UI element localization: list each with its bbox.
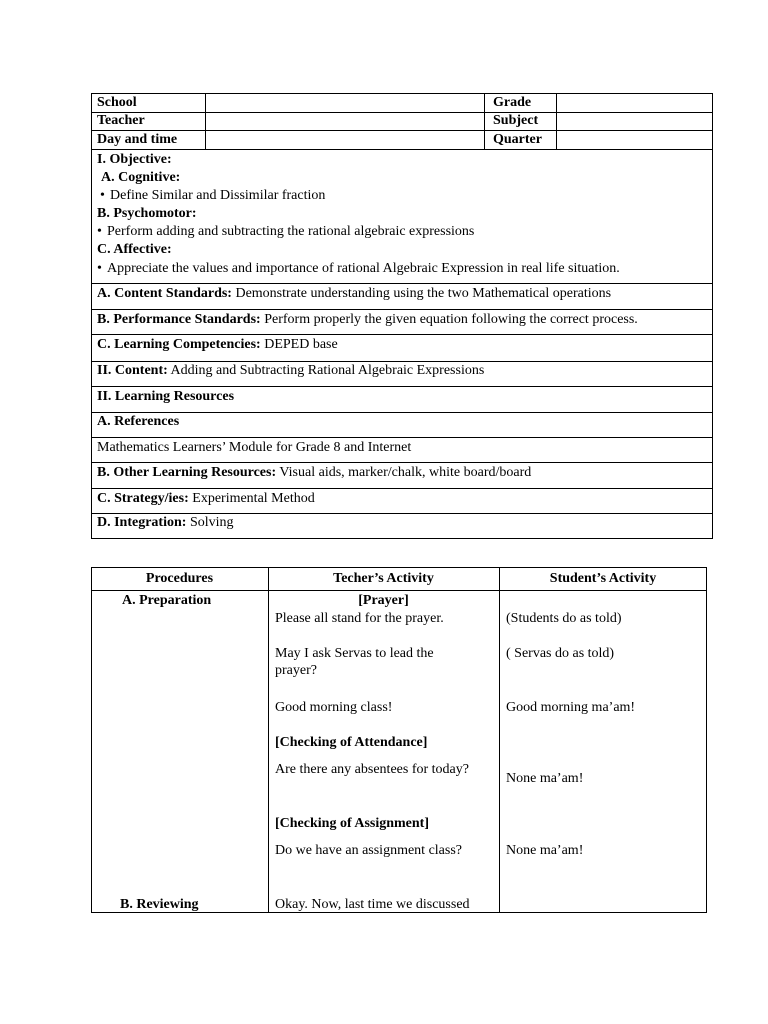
bullet-icon: •: [97, 224, 102, 239]
student-line: ( Servas do as told): [506, 646, 615, 661]
teacher-line: prayer?: [275, 663, 317, 678]
row-divider: [91, 488, 713, 489]
header-students-activity: Student’s Activity: [549, 571, 657, 586]
assignment-heading: [Checking of Assignment]: [275, 816, 430, 831]
prayer-heading: [Prayer]: [358, 593, 409, 608]
cognitive-item: • Define Similar and Dissimilar fraction: [100, 188, 326, 203]
cognitive-title: A. Cognitive:: [101, 170, 181, 185]
lesson-plan-header-table: [91, 93, 713, 539]
references-value: Mathematics Learners’ Module for Grade 8 and Internet: [97, 440, 412, 455]
psychomotor-item: • Perform adding and subtracting the rational algebraic expressions: [97, 224, 475, 239]
school-label: School: [97, 95, 137, 110]
other-resources-row: B. Other Learning Resources: Visual aids, marker/chalk, white board/board: [97, 465, 532, 480]
row-divider: [91, 437, 713, 438]
student-line: Good morning ma’am!: [506, 700, 636, 715]
affective-title: C. Affective:: [97, 242, 172, 257]
student-line: None ma’am!: [506, 843, 584, 858]
row-divider: [91, 112, 713, 113]
row-divider: [91, 462, 713, 463]
row-divider: [91, 130, 713, 131]
quarter-label: Quarter: [493, 132, 542, 147]
day-and-time-label: Day and time: [97, 132, 178, 147]
row-divider: [91, 283, 713, 284]
learning-resources-heading: II. Learning Resources: [97, 389, 235, 404]
bullet-icon: •: [100, 188, 105, 203]
column-divider: [484, 93, 485, 149]
row-divider: [91, 149, 713, 150]
column-divider: [205, 93, 206, 149]
student-line: None ma’am!: [506, 771, 584, 786]
row-divider: [91, 412, 713, 413]
student-line: (Students do as told): [506, 611, 622, 626]
performance-standards-row: B. Performance Standards: Perform properly the given equation following the correct process.: [97, 312, 638, 327]
content-standards-row: A. Content Standards: Demonstrate understanding using the two Mathematical operations: [97, 286, 612, 301]
subject-label: Subject: [493, 113, 539, 128]
strategy-row: C. Strategy/ies: Experimental Method: [97, 491, 315, 506]
teacher-line: Are there any absentees for today?: [275, 762, 469, 777]
preparation-label: A. Preparation: [122, 593, 212, 608]
bullet-icon: •: [97, 261, 102, 276]
attendance-heading: [Checking of Attendance]: [275, 735, 428, 750]
content-row: II. Content: Adding and Subtracting Rational Algebraic Expressions: [97, 363, 485, 378]
objective-title: I. Objective:: [97, 152, 172, 167]
row-divider: [91, 334, 713, 335]
column-divider: [556, 93, 557, 149]
psychomotor-title: B. Psychomotor:: [97, 206, 197, 221]
reviewing-label: B. Reviewing: [120, 897, 199, 912]
teacher-line: Do we have an assignment class?: [275, 843, 462, 858]
grade-label: Grade: [493, 95, 532, 110]
row-divider: [91, 386, 713, 387]
teacher-line: May I ask Servas to lead the: [275, 646, 434, 661]
header-procedures: Procedures: [145, 571, 214, 586]
procedures-table: [91, 567, 707, 913]
header-teachers-activity: Techer’s Activity: [333, 571, 434, 586]
teacher-label: Teacher: [97, 113, 145, 128]
integration-row: D. Integration: Solving: [97, 515, 234, 530]
header-divider: [91, 590, 707, 591]
column-divider: [499, 567, 500, 913]
teacher-line: Okay. Now, last time we discussed: [275, 897, 470, 912]
learning-competencies-row: C. Learning Competencies: DEPED base: [97, 337, 338, 352]
column-divider: [268, 567, 269, 913]
row-divider: [91, 309, 713, 310]
teacher-line: Good morning class!: [275, 700, 393, 715]
affective-item: • Appreciate the values and importance of rational Algebraic Expression in real life situation.: [97, 261, 620, 276]
teacher-line: Please all stand for the prayer.: [275, 611, 444, 626]
references-heading: A. References: [97, 414, 180, 429]
